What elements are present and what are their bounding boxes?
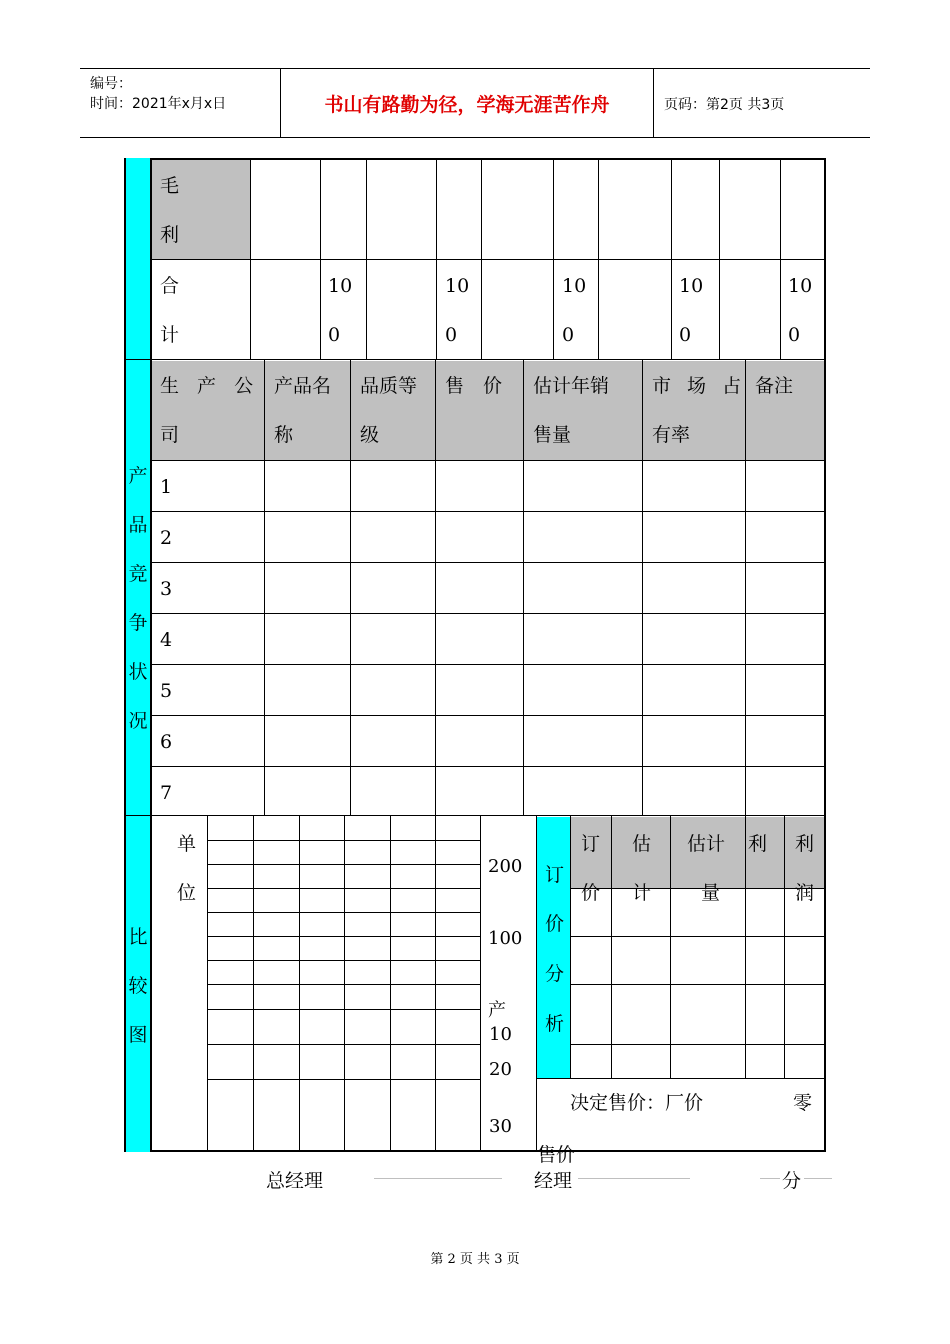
competition-row-5: 5 [160, 680, 173, 702]
signature-branch: 分 [782, 1170, 802, 1192]
competition-side-5: 状 [128, 661, 148, 683]
header-share-2: 有率 [652, 424, 691, 446]
signature-branch-line-left [760, 1178, 780, 1179]
header-company-1: 生 产 公 [160, 375, 260, 397]
competition-row-6: 6 [160, 731, 173, 753]
pricing-header-1: 订 [581, 833, 601, 855]
pricing-header-3: 估计 [687, 833, 726, 855]
unit-label-1: 单 [177, 833, 197, 855]
unit-label-2: 位 [177, 882, 197, 904]
gross-profit-label-1: 毛 [160, 175, 180, 197]
pricing-side-1: 订 [545, 864, 565, 886]
axis-value-30: 30 [489, 1116, 512, 1137]
header-page-code: 页码：第2页 共3页 [664, 97, 785, 113]
axis-value-product: 产 [488, 1000, 506, 1021]
header-est-sales-1: 估计年销 [533, 375, 610, 397]
signature-manager-line [578, 1178, 690, 1179]
header-product-1: 产品名 [274, 375, 332, 397]
comparison-side-1: 比 [128, 926, 148, 948]
total-value-3-bottom: 0 [562, 324, 575, 346]
pricing-header-1-cut: 价 [581, 882, 601, 904]
signature-gm-line [374, 1178, 502, 1179]
header-grade-1: 品质等 [360, 375, 418, 397]
comparison-side-2: 较 [128, 975, 148, 997]
competition-row-4: 4 [160, 629, 173, 651]
header-price: 售 价 [445, 375, 503, 397]
competition-row-7: 7 [160, 782, 173, 804]
header-product-2: 称 [274, 424, 294, 446]
axis-value-20: 20 [489, 1059, 512, 1080]
pricing-side-3: 分 [545, 963, 565, 985]
page-footer: 第 2 页 共 3 页 [430, 1252, 520, 1267]
total-value-1-bottom: 0 [328, 324, 341, 346]
axis-value-100: 100 [488, 928, 523, 949]
comparison-side-3: 图 [128, 1024, 148, 1046]
competition-side-3: 竞 [128, 563, 148, 585]
axis-value-200: 200 [488, 856, 523, 877]
decision-retail-label: 零 [793, 1092, 813, 1114]
total-value-2-bottom: 0 [445, 324, 458, 346]
signature-branch-line-right [804, 1178, 832, 1179]
total-value-5-bottom: 0 [788, 324, 801, 346]
axis-value-10: 10 [489, 1024, 512, 1045]
competition-side-6: 况 [128, 710, 148, 732]
total-value-2-top: 10 [445, 275, 470, 297]
pricing-header-2: 估 [632, 833, 652, 855]
total-value-4-top: 10 [679, 275, 704, 297]
competition-row-3: 3 [160, 578, 173, 600]
decision-retail-cut: 售价 [537, 1144, 576, 1166]
total-value-1-top: 10 [328, 275, 353, 297]
header-share-1: 市 场 占 [652, 375, 747, 397]
pricing-header-3-cut: 量 [701, 882, 721, 904]
price-analysis-form [124, 158, 826, 1166]
header-est-sales-2: 售量 [533, 424, 572, 446]
pricing-side-2: 价 [545, 913, 565, 935]
pricing-header-4: 利 [748, 833, 768, 855]
pricing-header-5-cut: 润 [795, 882, 815, 904]
header-motto: 书山有路勤为径，学海无涯苦作舟 [281, 69, 654, 137]
total-value-3-top: 10 [562, 275, 587, 297]
doc-date-label: 时间：2021年x月x日 [90, 96, 227, 112]
competition-row-1: 1 [160, 476, 173, 498]
total-label-1: 合 [160, 275, 180, 297]
total-label-2: 计 [160, 324, 180, 346]
total-value-4-bottom: 0 [679, 324, 692, 346]
side-strip-top [124, 158, 150, 360]
pricing-side-4: 析 [545, 1013, 565, 1035]
header-meta [80, 69, 281, 137]
header-company-2: 司 [160, 424, 180, 446]
page-header [80, 68, 870, 138]
doc-number-label: 编号： [90, 76, 132, 92]
gross-profit-label-2: 利 [160, 224, 180, 246]
competition-row-2: 2 [160, 527, 173, 549]
header-grade-2: 级 [360, 424, 380, 446]
total-value-5-top: 10 [788, 275, 813, 297]
header-remark: 备注 [755, 375, 794, 397]
signature-gm: 总经理 [266, 1170, 324, 1192]
competition-side-4: 争 [128, 612, 148, 634]
decision-price-label: 决定售价：厂价 [570, 1092, 704, 1114]
signature-manager: 经理 [534, 1170, 573, 1192]
pricing-header-5: 利 [795, 833, 815, 855]
pricing-header-2-cut: 计 [632, 882, 652, 904]
competition-side-1: 产 [128, 465, 148, 487]
competition-side-2: 品 [128, 514, 148, 536]
